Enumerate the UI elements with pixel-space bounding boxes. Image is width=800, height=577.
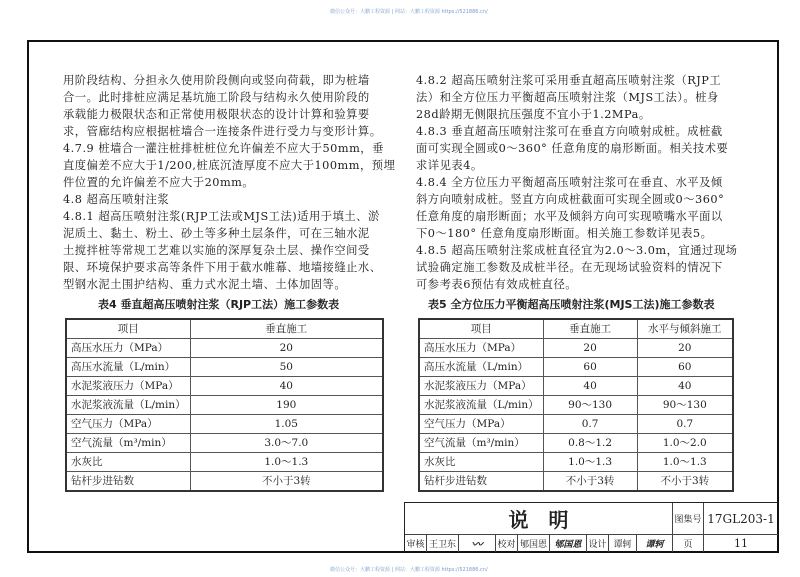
parameter-value: 1.05 (190, 415, 383, 434)
parameter-name: 高压水流量（L/min） (66, 358, 190, 377)
table-row (419, 396, 733, 415)
table-row (419, 453, 733, 472)
text-line: 4.8.5 超高压喷射注浆成桩直径宜为2.0～3.0m，宜通过现场 (416, 244, 738, 257)
parameter-name: 空气压力（MPa） (419, 415, 543, 434)
parameter-name: 水灰比 (66, 453, 190, 472)
table4-caption: 表4 垂直超高压喷射注浆（RJP工法）施工参数表 (98, 298, 340, 311)
watermark-bottom: 微信公众号：大鹏工程资源 | 网站：大鹏工程资源 https://521886.cn/ (330, 567, 488, 573)
table-row (419, 377, 733, 396)
parameter-value: 40 (543, 377, 637, 396)
parameter-name: 高压水压力（MPa） (66, 339, 190, 358)
parameter-value: 90～130 (543, 396, 637, 415)
watermark-top: 微信公众号：大鹏工程资源 | 网站：大鹏工程资源 https://521886.cn/ (330, 9, 488, 15)
text-line: 合一。此时排桩应满足基坑施工阶段与结构永久使用阶段的 (63, 91, 370, 104)
parameter-name: 空气流量（m³/min） (66, 434, 190, 453)
parameter-name: 高压水压力（MPa） (419, 339, 543, 358)
parameter-name: 高压水流量（L/min） (419, 358, 543, 377)
parameter-value: 60 (637, 358, 733, 377)
text-line: 求详见表4。 (416, 159, 483, 172)
atlas-number: 17GL203-1 (707, 511, 775, 526)
parameter-value: 不小于3转 (637, 472, 733, 492)
text-line: 土搅拌桩等常规工艺难以实施的深厚复杂土层、操作空间受 (63, 244, 370, 257)
parameter-value: 40 (637, 377, 733, 396)
text-line: 件位置的允许偏差不应大于20mm。 (63, 176, 255, 189)
text-line: 任意角度的扇形断面；水平及倾斜方向可实现喷嘴水平面以 (416, 210, 723, 223)
parameter-name: 水泥浆液流量（L/min） (419, 396, 543, 415)
parameter-value: 0.7 (543, 415, 637, 434)
table-row (66, 377, 383, 396)
parameter-value: 1.0～1.3 (637, 453, 733, 472)
table-row (66, 396, 383, 415)
table-header-row (419, 319, 733, 339)
parameter-value: 0.8～1.2 (543, 434, 637, 453)
table-row (66, 434, 383, 453)
designer-signature: 谭轲 (645, 540, 664, 550)
parameter-name: 水泥浆液流量（L/min） (66, 396, 190, 415)
designer-name: 谭轲 (613, 540, 632, 550)
text-line: 4.8.2 超高压喷射注浆可采用垂直超高压喷射注浆（RJP工 (416, 74, 722, 87)
text-line: 4.8.1 超高压喷射注浆(RJP工法或MJS工法)适用于填土、淤 (63, 210, 380, 223)
right-text-column (416, 72, 737, 293)
atlas-label: 图集号 (674, 515, 702, 525)
table-row (66, 339, 383, 358)
parameter-name: 空气压力（MPa） (66, 415, 190, 434)
parameter-name: 水泥浆液压力（MPa） (66, 377, 190, 396)
checker-signature: 郇国恩 (554, 540, 582, 550)
title-cell (405, 503, 673, 535)
parameter-value: 20 (637, 339, 733, 358)
parameter-name: 空气流量（m³/min） (419, 434, 543, 453)
text-line: 求，管廊结构应根据桩墙合一连接条件进行受力与变形计算。 (63, 125, 382, 138)
document-title: 说 明 (508, 508, 569, 532)
text-line: 试验确定施工参数及成桩半径。在无现场试验资料的情况下 (416, 261, 723, 274)
text-line: 限、环境保护要求高等条件下用于截水帷幕、地墙接缝止水、 (63, 261, 382, 274)
column-header: 垂直施工 (543, 319, 637, 339)
parameter-value: 90～130 (637, 396, 733, 415)
parameter-name: 钻杆步进钻数 (66, 472, 190, 492)
table-row (66, 358, 383, 377)
table4 (65, 318, 384, 492)
column-header: 项目 (66, 319, 190, 339)
parameter-value: 50 (190, 358, 383, 377)
parameter-value: 60 (543, 358, 637, 377)
parameter-value: 不小于3转 (543, 472, 637, 492)
table-row (66, 472, 383, 492)
text-line: 直度偏差不应大于1/200,桩底沉渣厚度不应大于100mm，预埋 (63, 159, 396, 172)
column-header: 水平与倾斜施工 (637, 319, 733, 339)
parameter-value: 0.7 (637, 415, 733, 434)
text-line: 下0～180° 任意角度扇形断面。相关施工参数详见表5。 (416, 227, 713, 240)
parameter-value: 190 (190, 396, 383, 415)
table5 (418, 318, 734, 492)
design-label: 设计 (588, 540, 607, 550)
table-header-row (66, 319, 383, 339)
parameter-value: 1.0～1.3 (543, 453, 637, 472)
parameter-value: 40 (190, 377, 383, 396)
text-line: 斜方向喷射成桩。竖直方向成桩截面可实现全圆或0～360° (416, 193, 725, 206)
table-row (419, 358, 733, 377)
table-row (66, 453, 383, 472)
page-label: 页 (683, 540, 693, 550)
text-line: 法）和全方位压力平衡超高压喷射注浆（MJS工法）。桩身 (416, 91, 719, 104)
checker-name: 郇国恩 (519, 540, 547, 550)
parameter-value: 不小于3转 (190, 472, 383, 492)
text-line: 4.8.4 全方位压力平衡超高压喷射注浆可在垂直、水平及倾 (416, 176, 723, 189)
text-line: 4.8 超高压喷射注浆 (63, 193, 170, 206)
parameter-value: 1.0～2.0 (637, 434, 733, 453)
table-row (419, 339, 733, 358)
table-row (66, 415, 383, 434)
left-text-column (63, 72, 395, 293)
text-line: 承载能力极限状态和正常使用极限状态的设计计算和验算要 (63, 108, 370, 121)
table-row (419, 434, 733, 453)
text-line: 28d龄期无侧限抗压强度不宜小于1.2MPa。 (416, 108, 651, 121)
reviewer-signature: 〰 (471, 537, 483, 551)
review-label: 审核 (406, 540, 425, 550)
text-line: 泥质土、黏土、粉土、砂土等多种土层条件，可在三轴水泥 (63, 227, 370, 240)
column-header: 垂直施工 (190, 319, 383, 339)
text-line: 型钢水泥土围护结构、重力式水泥土墙、土体加固等。 (63, 278, 347, 291)
parameter-name: 钻杆步进钻数 (419, 472, 543, 492)
text-line: 面可实现全圆或0～360° 任意角度的扇形断面。相关技术要 (416, 142, 729, 155)
text-line: 4.8.3 垂直超高压喷射注浆可在垂直方向喷射成桩。成桩截 (416, 125, 723, 138)
text-line: 可参考表6预估有效成桩直径。 (416, 278, 578, 291)
parameter-value: 20 (190, 339, 383, 358)
title-block (404, 502, 778, 552)
text-line: 4.7.9 桩墙合一灌注桩排桩桩位允许偏差不应大于50mm，垂 (63, 142, 384, 155)
parameter-value: 20 (543, 339, 637, 358)
parameter-value: 3.0～7.0 (190, 434, 383, 453)
table-row (419, 472, 733, 492)
table-row (419, 415, 733, 434)
page-number: 11 (734, 537, 748, 550)
column-header: 项目 (419, 319, 543, 339)
table5-caption: 表5 全方位压力平衡超高压喷射注浆(MJS工法)施工参数表 (428, 298, 715, 311)
parameter-name: 水泥浆液压力（MPa） (419, 377, 543, 396)
parameter-name: 水灰比 (419, 453, 543, 472)
check-label: 校对 (497, 540, 516, 550)
parameter-value: 1.0～1.3 (190, 453, 383, 472)
text-line: 用阶段结构、分担永久使用阶段侧向或竖向荷载，即为桩墙 (63, 74, 370, 87)
reviewer-name: 王卫东 (428, 540, 456, 550)
